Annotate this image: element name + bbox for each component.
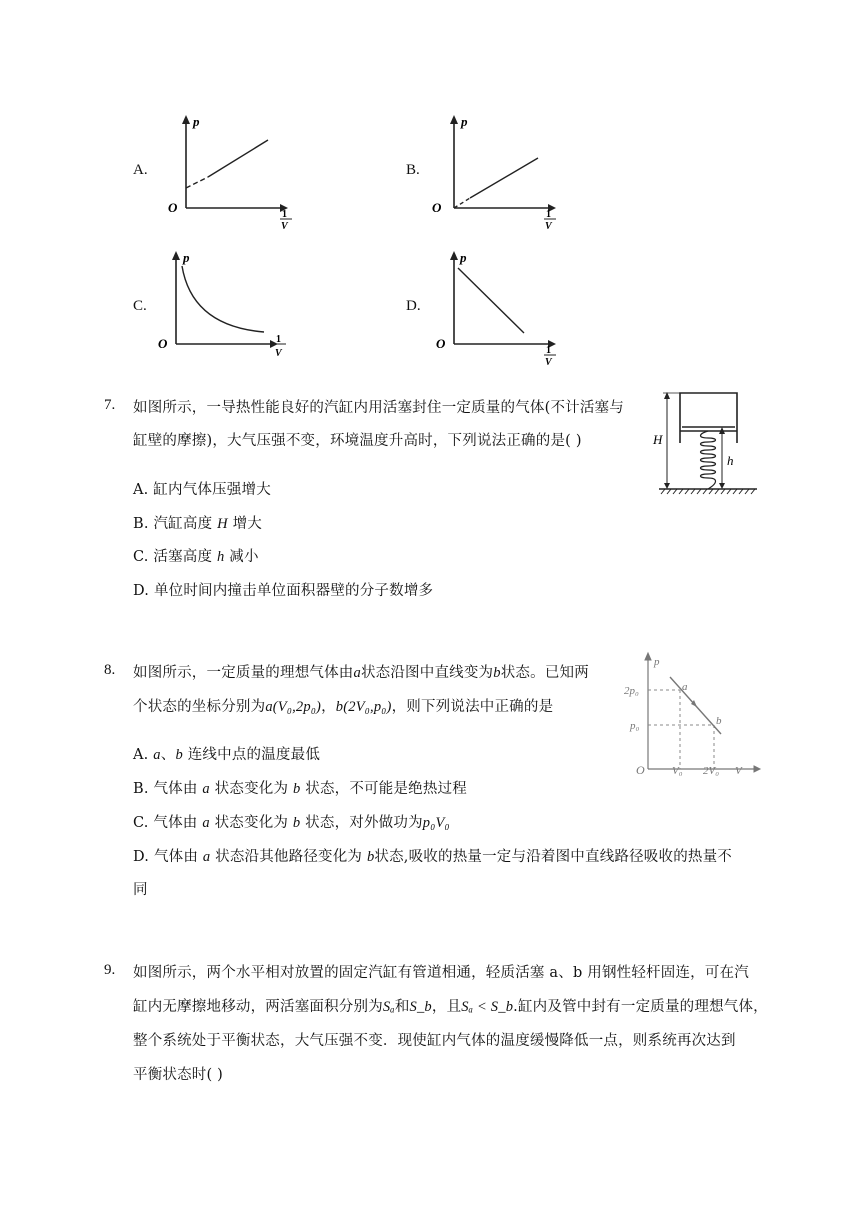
text: 状态，不可能是绝热过程 — [305, 781, 467, 797]
question-8-option-d-line2: 同 — [133, 882, 148, 898]
pv-p-label: p — [654, 656, 660, 668]
var-b: b — [175, 747, 183, 763]
pv-p0-label: p₀ — [630, 720, 640, 732]
var-b: b — [292, 781, 301, 797]
question-8-option-a[interactable] — [133, 743, 320, 764]
var-h: h — [217, 549, 225, 565]
option-b-label: B. — [406, 162, 420, 178]
question-8-option-c[interactable] — [133, 811, 450, 832]
var-a: a — [353, 665, 361, 681]
question-7-number: 7. — [104, 397, 116, 413]
pv-a-label: a — [682, 681, 688, 693]
p-axis-label: p — [183, 250, 190, 265]
text: 状态。已知两 — [500, 665, 589, 681]
text: 状态沿图中直线变为 — [360, 665, 494, 681]
x-num: 1 — [546, 345, 551, 356]
p-axis-label: p — [461, 114, 468, 129]
pv-V-label: V — [735, 765, 742, 777]
x-num: 1 — [282, 209, 287, 220]
area-Sb: S_b — [409, 999, 432, 1015]
text: ， — [321, 699, 336, 715]
option-d-label: D. — [406, 298, 421, 314]
option-c-label: C. — [133, 298, 147, 314]
text: 气体由 — [153, 815, 198, 831]
text: .缸内及管中封有一定质量的理想气体， — [513, 999, 768, 1015]
option-label: D. — [133, 583, 150, 599]
p-axis-label: p — [460, 250, 467, 265]
text: 状态沿其他路径变化为 — [215, 849, 363, 865]
question-8-number: 8. — [104, 662, 116, 678]
text: 状态变化为 — [214, 815, 289, 831]
question-9-stem-line2 — [133, 995, 768, 1016]
pv-V0-label: V₀ — [672, 765, 683, 777]
text: 、 — [160, 747, 176, 763]
pv-b-label: b — [716, 715, 722, 727]
pv-2p0-label: 2p₀ — [624, 685, 639, 697]
h-label: h — [727, 453, 734, 468]
option-text: 缸内气体压强增大 — [153, 482, 271, 498]
p-axis-label: p — [193, 114, 200, 129]
question-8-option-b[interactable] — [133, 777, 467, 798]
var-b: b — [493, 665, 501, 681]
question-7-option-b[interactable] — [133, 512, 262, 533]
question-7-stem-line1: 如图所示，一导热性能良好的汽缸内用活塞封住一定质量的气体(不计活塞与 — [133, 400, 624, 416]
question-9-number: 9. — [104, 962, 116, 978]
graph-c — [152, 246, 292, 366]
option-a-label: A. — [133, 162, 148, 178]
option-text: 连线中点的温度最低 — [187, 747, 321, 763]
option-text: 活塞高度 — [153, 549, 213, 565]
cylinder-figure — [645, 385, 760, 495]
option-label: C. — [133, 815, 149, 831]
x-den: V — [545, 357, 552, 366]
var-b: b — [292, 815, 301, 831]
area-inequality: Sₐ < S_b — [461, 999, 514, 1015]
text: 状态变化为 — [214, 781, 289, 797]
question-7-option-c[interactable] — [133, 545, 259, 566]
graph-d — [428, 246, 568, 366]
var-b: b — [366, 849, 375, 865]
option-label: A. — [133, 482, 149, 498]
graph-b — [428, 110, 568, 230]
option-label: D. — [133, 849, 150, 865]
graph-a — [160, 110, 300, 230]
question-8-stem-line1 — [133, 661, 589, 682]
coord-a: a(V₀,2p₀) — [265, 699, 322, 715]
var-a: a — [202, 849, 211, 865]
option-text: 单位时间内撞击单位面积器壁的分子数增多 — [153, 583, 434, 599]
text: 气体由 — [153, 781, 198, 797]
option-text: 减小 — [229, 549, 259, 565]
text: 如图所示，一定质量的理想气体由 — [133, 665, 354, 681]
text: 气体由 — [153, 849, 199, 865]
question-8-stem-line2 — [133, 695, 553, 716]
option-label: B. — [133, 516, 149, 532]
text: ，且 — [431, 999, 462, 1015]
question-9-stem-line1: 如图所示，两个水平相对放置的固定汽缸有管道相通，轻质活塞 a、b 用钢性轻杆固连，可在汽 — [133, 965, 749, 981]
pv-origin-label: O — [636, 763, 645, 777]
option-text: 增大 — [232, 516, 262, 532]
pv-2V0-label: 2V₀ — [703, 765, 720, 777]
text: 个状态的坐标分别为 — [133, 699, 266, 715]
x-num: 1 — [546, 209, 551, 220]
question-9-stem-line4: 平衡状态时( ) — [133, 1067, 224, 1083]
origin-label: O — [158, 336, 168, 351]
origin-label: O — [436, 336, 446, 351]
text: 和 — [394, 999, 410, 1015]
question-7-stem-line2: 缸壁的摩擦)，大气压强不变，环境温度升高时，下列说法正确的是( ) — [133, 433, 582, 449]
text: 状态，对外做功为 — [305, 815, 423, 831]
text: ，则下列说法中正确的是 — [391, 699, 554, 715]
option-label: C. — [133, 549, 149, 565]
var-a: a — [202, 781, 210, 797]
option-text: 汽缸高度 — [153, 516, 213, 532]
x-num: 1 — [276, 334, 281, 345]
question-9-stem-line3: 整个系统处于平衡状态，大气压强不变．现使缸内气体的温度缓慢降低一点，则系统再次达到 — [133, 1033, 736, 1049]
work-expression: p₀V₀ — [422, 815, 450, 831]
question-7-option-a[interactable] — [133, 478, 271, 499]
question-7-option-d[interactable] — [133, 579, 433, 600]
option-label: A. — [133, 747, 149, 763]
question-8-option-d[interactable] — [133, 845, 732, 866]
origin-label: O — [432, 200, 442, 215]
area-Sa: Sₐ — [382, 999, 395, 1015]
pv-diagram — [618, 648, 763, 778]
H-label: H — [653, 432, 663, 447]
var-H: H — [217, 516, 228, 532]
text: 状态,吸收的热量一定与沿着图中直线路径吸收的热量不 — [374, 849, 732, 865]
var-a: a — [153, 747, 161, 763]
x-den: V — [275, 348, 282, 359]
option-label: B. — [133, 781, 149, 797]
x-den: V — [281, 221, 288, 230]
var-a: a — [202, 815, 210, 831]
x-den: V — [545, 221, 552, 230]
coord-b: b(2V₀,p₀) — [335, 699, 392, 715]
text: 缸内无摩擦地移动，两活塞面积分别为 — [133, 999, 383, 1015]
origin-label: O — [168, 200, 178, 215]
